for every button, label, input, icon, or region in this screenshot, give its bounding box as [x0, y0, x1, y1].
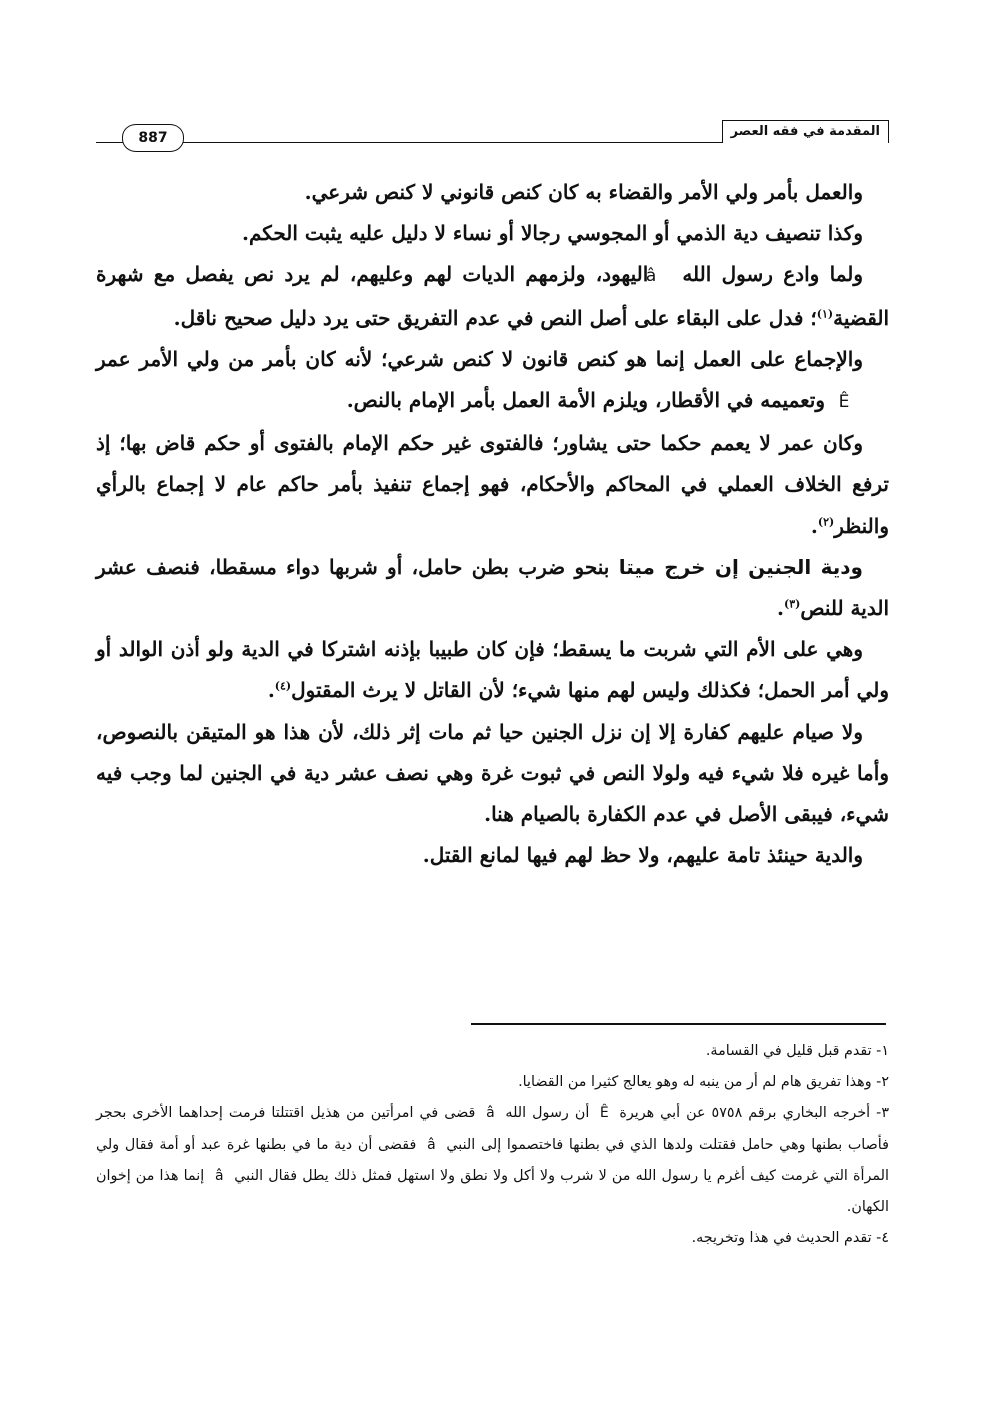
honorific-symbol: â [645, 266, 657, 287]
paragraph-7 [96, 629, 889, 711]
paragraph-4-text-b: وتعميمه في الأقطار، ويلزم الأمة العمل بأمر الإمام بالنص. [346, 388, 825, 413]
running-title: المقدمة في فقه العصر [722, 120, 889, 143]
honorific-symbol: Ê [838, 392, 850, 413]
paragraph-6-text-b: . [777, 596, 784, 621]
paragraph-6-text-a: بنحو ضرب بطن حامل، أو شربها دواء مسقطا، فنصف عشر الدية للنص [96, 554, 889, 621]
footnote-ref-4[interactable]: (٤) [274, 679, 292, 693]
footnote-3-text-c: قضى في امرأتين من هذيل اقتتلتا فرمت إحداهما الأخرى بحجر فأصاب بطنها وهي حامل فقتلت ولدها الذي في بطنها فاختصموا إلى النبي [96, 1105, 889, 1153]
paragraph-2: وكذا تنصيف دية الذمي أو المجوسي رجالا أو نساء لا دليل عليه يثبت الحكم. [242, 221, 863, 246]
paragraph-9: والدية حينئذ تامة عليهم، ولا حظ لهم فيها لمانع القتل. [422, 843, 863, 868]
honorific-symbol: â [427, 1136, 436, 1153]
paragraph-3 [96, 254, 889, 338]
footnote-3 [96, 1098, 889, 1223]
paragraph-7-text-a: وهي على الأم التي شربت ما يسقط؛ فإن كان طبيبا بإذنه اشتركا في الدية ولو أذن الوالد أو ولي أمر الحمل؛ فكذلك وليس لهم منها شيء؛ لأن القاتل لا يرث المقتول [96, 637, 889, 703]
footnote-ref-3[interactable]: (٣) [783, 597, 801, 611]
paragraph-3-text-b: اليهود، ولزمهم الديات لهم وعليهم، لم يرد نص يفصل مع شهرة القضية [96, 262, 889, 330]
paragraph-8: ولا صيام عليهم كفارة إلا إن نزل الجنين حيا ثم مات إثر ذلك، لأن هذا هو المتيقن بالنصوص، وأما غيره فلا شيء فيه ولولا النص في ثبوت غرة وهي نصف عشر دية في الجنين لما وجب فيه شيء، فيبقى الأصل في عدم الكفارة بالصيام هنا. [96, 719, 889, 827]
footnote-1: ١- تقدم قبل قليل في القسامة. [705, 1043, 889, 1059]
footnote-4: ٤- تقدم الحديث في هذا وتخريجه. [691, 1230, 889, 1247]
footnote-3-text-b: أن رسول الله [505, 1105, 590, 1122]
paragraph-4-text-a: والإجماع على العمل إنما هو كنص قانون لا كنص شرعي؛ لأنه كان بأمر من ولي الأمر عمر [96, 346, 863, 371]
footnote-ref-1[interactable]: (١) [816, 306, 834, 320]
honorific-symbol: Ê [599, 1105, 609, 1122]
main-text [96, 172, 889, 876]
paragraph-7-text-b: . [267, 678, 275, 703]
paragraph-3-text-a: ولما وادع رسول الله [682, 262, 864, 287]
paragraph-3-text-c: ؛ فدل على البقاء على أصل النص في عدم التفريق حتى يرد دليل صحيح ناقل. [173, 305, 817, 330]
footnote-separator [471, 1023, 886, 1025]
paragraph-1: والعمل بأمر ولي الأمر والقضاء به كان كنص قانوني لا كنص شرعي. [304, 180, 863, 204]
footnote-3-text-a: ٣- أخرجه البخاري برقم ٥٧٥٨ عن أبي هريرة [619, 1105, 890, 1122]
paragraph-5-text-a: وكان عمر لا يعمم حكما حتى يشاور؛ فالفتوى غير حكم الإمام بالفتوى أو حكم قاض بها؛ إذ ترفع الخلاف العملي في المحاكم والأحكام، فهو إجماع تنفيذ بأمر حاكم عام لا إجماع بالرأي والنظر [96, 431, 889, 538]
footnote-ref-2[interactable]: (٢) [817, 514, 835, 528]
paragraph-6 [96, 547, 889, 629]
paragraph-5-text-b: . [810, 513, 818, 538]
footnote-2: ٢- وهذا تفريق هام لم أر من ينبه له وهو يعالج كثيرا من القضايا. [518, 1074, 889, 1091]
footnote-3-text-d: فقضى أن دية ما في بطنها غرة عبد أو أمة فقال ولي المرأة التي غرمت كيف أغرم يا رسول الله من لا شرب ولا أكل ولا نطق ولا استهل فمثل ذلك يطل فقال النبي [96, 1136, 889, 1184]
paragraph-4 [96, 339, 889, 423]
page-number: 887 [122, 124, 184, 152]
paragraph-5 [96, 423, 889, 547]
footnotes [96, 1036, 889, 1254]
paragraph-6-bold-lead: ودية الجنين إن خرج ميتا [618, 554, 863, 579]
honorific-symbol: â [214, 1167, 224, 1184]
footnote-3-text-e: إنما هذا من إخوان الكهان. [96, 1167, 889, 1216]
honorific-symbol: â [486, 1105, 495, 1122]
